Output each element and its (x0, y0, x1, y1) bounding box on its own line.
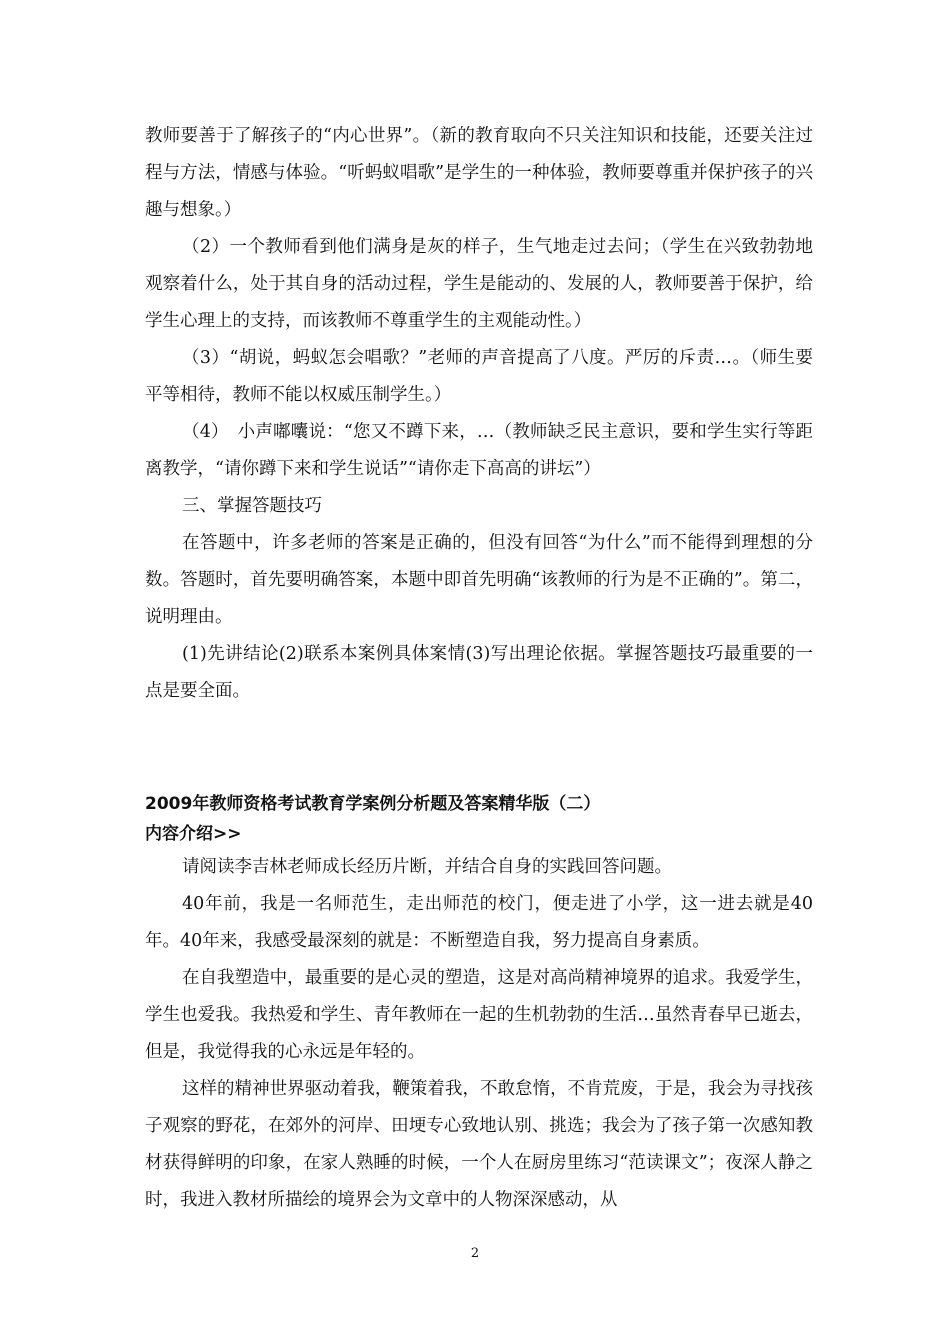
paragraph-story-1: 40年前，我是一名师范生，走出师范的校门，便走进了小学，这一进去就是40年。40年来，我感受最深刻的就是：不断塑造自我，努力提高自身素质。 (145, 894, 813, 951)
paragraph-point-4: （4） 小声嘟囔说：“您又不蹲下来，…（教师缺乏民主意识，要和学生实行等距离教学，“请你蹲下来和学生说话”“请你走下高高的讲坛”） (145, 422, 813, 479)
paragraph-answer-steps: (1)先讲结论(2)联系本案例具体案情(3)写出理论依据。掌握答题技巧最重要的一点是要全面。 (145, 644, 813, 701)
paragraph-continuation: 教师要善于了解孩子的“内心世界”。（新的教育取向不只关注知识和技能，还要关注过程与方法，情感与体验。“听蚂蚁唱歌”是学生的一种体验，教师要尊重并保护孩子的兴趣与想象。） (145, 126, 813, 220)
heading-answer-skills: 三、掌握答题技巧 (182, 496, 322, 516)
page-number: 2 (470, 1246, 480, 1261)
paragraph-instruction: 请阅读李吉林老师成长经历片断，并结合自身的实践回答问题。 (182, 857, 672, 877)
section-subtitle: 内容介绍>> (145, 824, 242, 844)
section-title: 2009年教师资格考试教育学案例分析题及答案精华版（二） (145, 794, 601, 814)
paragraph-story-3: 这样的精神世界驱动着我，鞭策着我，不敢怠惰，不肯荒废，于是，我会为寻找孩子观察的野花，在郊外的河岸、田埂专心致地认别、挑选；我会为了孩子第一次感知教材获得鲜明的印象，在家人熟睡的时候，一个人在厨房里练习“范读课文”；夜深人静之时，我进入教材所描绘的境界会为文章中的人物深深感动，从 (145, 1079, 813, 1210)
paragraph-answer-skills: 在答题中，许多老师的答案是正确的，但没有回答“为什么”而不能得到理想的分数。答题时，首先要明确答案，本题中即首先明确“该教师的行为是不正确的”。第二，说明理由。 (145, 533, 813, 627)
paragraph-point-3: （3）“胡说，蚂蚁怎会唱歌？”老师的声音提高了八度。严厉的斥责…。（师生要平等相待，教师不能以权威压制学生。） (145, 348, 813, 405)
paragraph-story-2: 在自我塑造中，最重要的是心灵的塑造，这是对高尚精神境界的追求。我爱学生，学生也爱我。我热爱和学生、青年教师在一起的生机勃勃的生活…虽然青春早已逝去，但是，我觉得我的心永远是年轻的。 (145, 968, 813, 1062)
paragraph-point-2: （2）一个教师看到他们满身是灰的样子，生气地走过去问；（学生在兴致勃勃地观察着什么，处于其自身的活动过程，学生是能动的、发展的人，教师要善于保护，给学生心理上的支持，而该教师不尊重学生的主观能动性。） (145, 237, 813, 331)
